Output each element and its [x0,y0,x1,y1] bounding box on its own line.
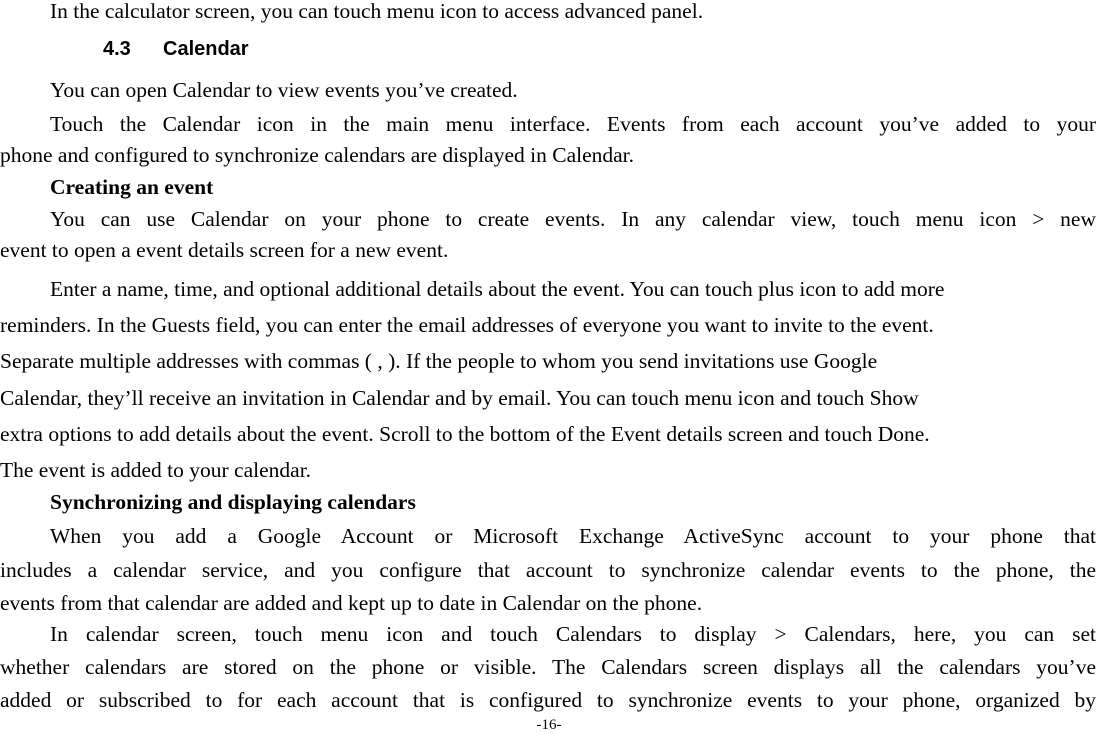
section-heading [103,39,249,59]
page-number: -16- [536,717,562,733]
body-text-line: Calendar, they’ll receive an invitation in Calendar and by email. You can touch menu icon and touch Show [0,386,919,410]
body-text-line: In calendar screen, touch menu icon and touch Calendars to display > Calendars, here, you can set [50,622,1096,646]
body-text-line: You can use Calendar on your phone to create events. In any calendar view, touch menu icon > new [50,207,1096,231]
subheading-synchronizing: Synchronizing and displaying calendars [50,490,416,514]
body-text-line: In the calculator screen, you can touch menu icon to access advanced panel. [50,0,704,23]
body-text-line: When you add a Google Account or Microsoft Exchange ActiveSync account to your phone that [50,524,1096,548]
body-text-line: The event is added to your calendar. [0,458,312,482]
body-text-line: phone and configured to synchronize calendars are displayed in Calendar. [0,143,635,167]
subheading-creating-event: Creating an event [50,175,214,199]
body-text-line: Separate multiple addresses with commas ( , ). If the people to whom you send invitations use Google [0,349,878,373]
body-text-line: added or subscribed to for each account that is configured to synchronize events to your phone, organized by [0,688,1096,712]
body-text-line: reminders. In the Guests field, you can enter the email addresses of everyone you want to invite to the event. [0,313,934,337]
body-text-line: Enter a name, time, and optional additional details about the event. You can touch plus icon to add more [50,277,945,301]
body-text-line: events from that calendar are added and kept up to date in Calendar on the phone. [0,591,703,615]
section-title: Calendar [163,38,249,60]
body-text-line: whether calendars are stored on the phone or visible. The Calendars screen displays all the calendars you’ve [0,655,1096,679]
body-text-line: extra options to add details about the event. Scroll to the bottom of the Event details screen and touch Done. [0,422,930,446]
section-number: 4.3 [103,38,131,60]
body-text-line: includes a calendar service, and you configure that account to synchronize calendar events to the phone, the [0,558,1096,582]
body-text-line: Touch the Calendar icon in the main menu interface. Events from each account you’ve added to your [50,112,1096,136]
body-text-line: event to open a event details screen for a new event. [0,238,449,262]
body-text-line: You can open Calendar to view events you’ve created. [50,78,518,102]
